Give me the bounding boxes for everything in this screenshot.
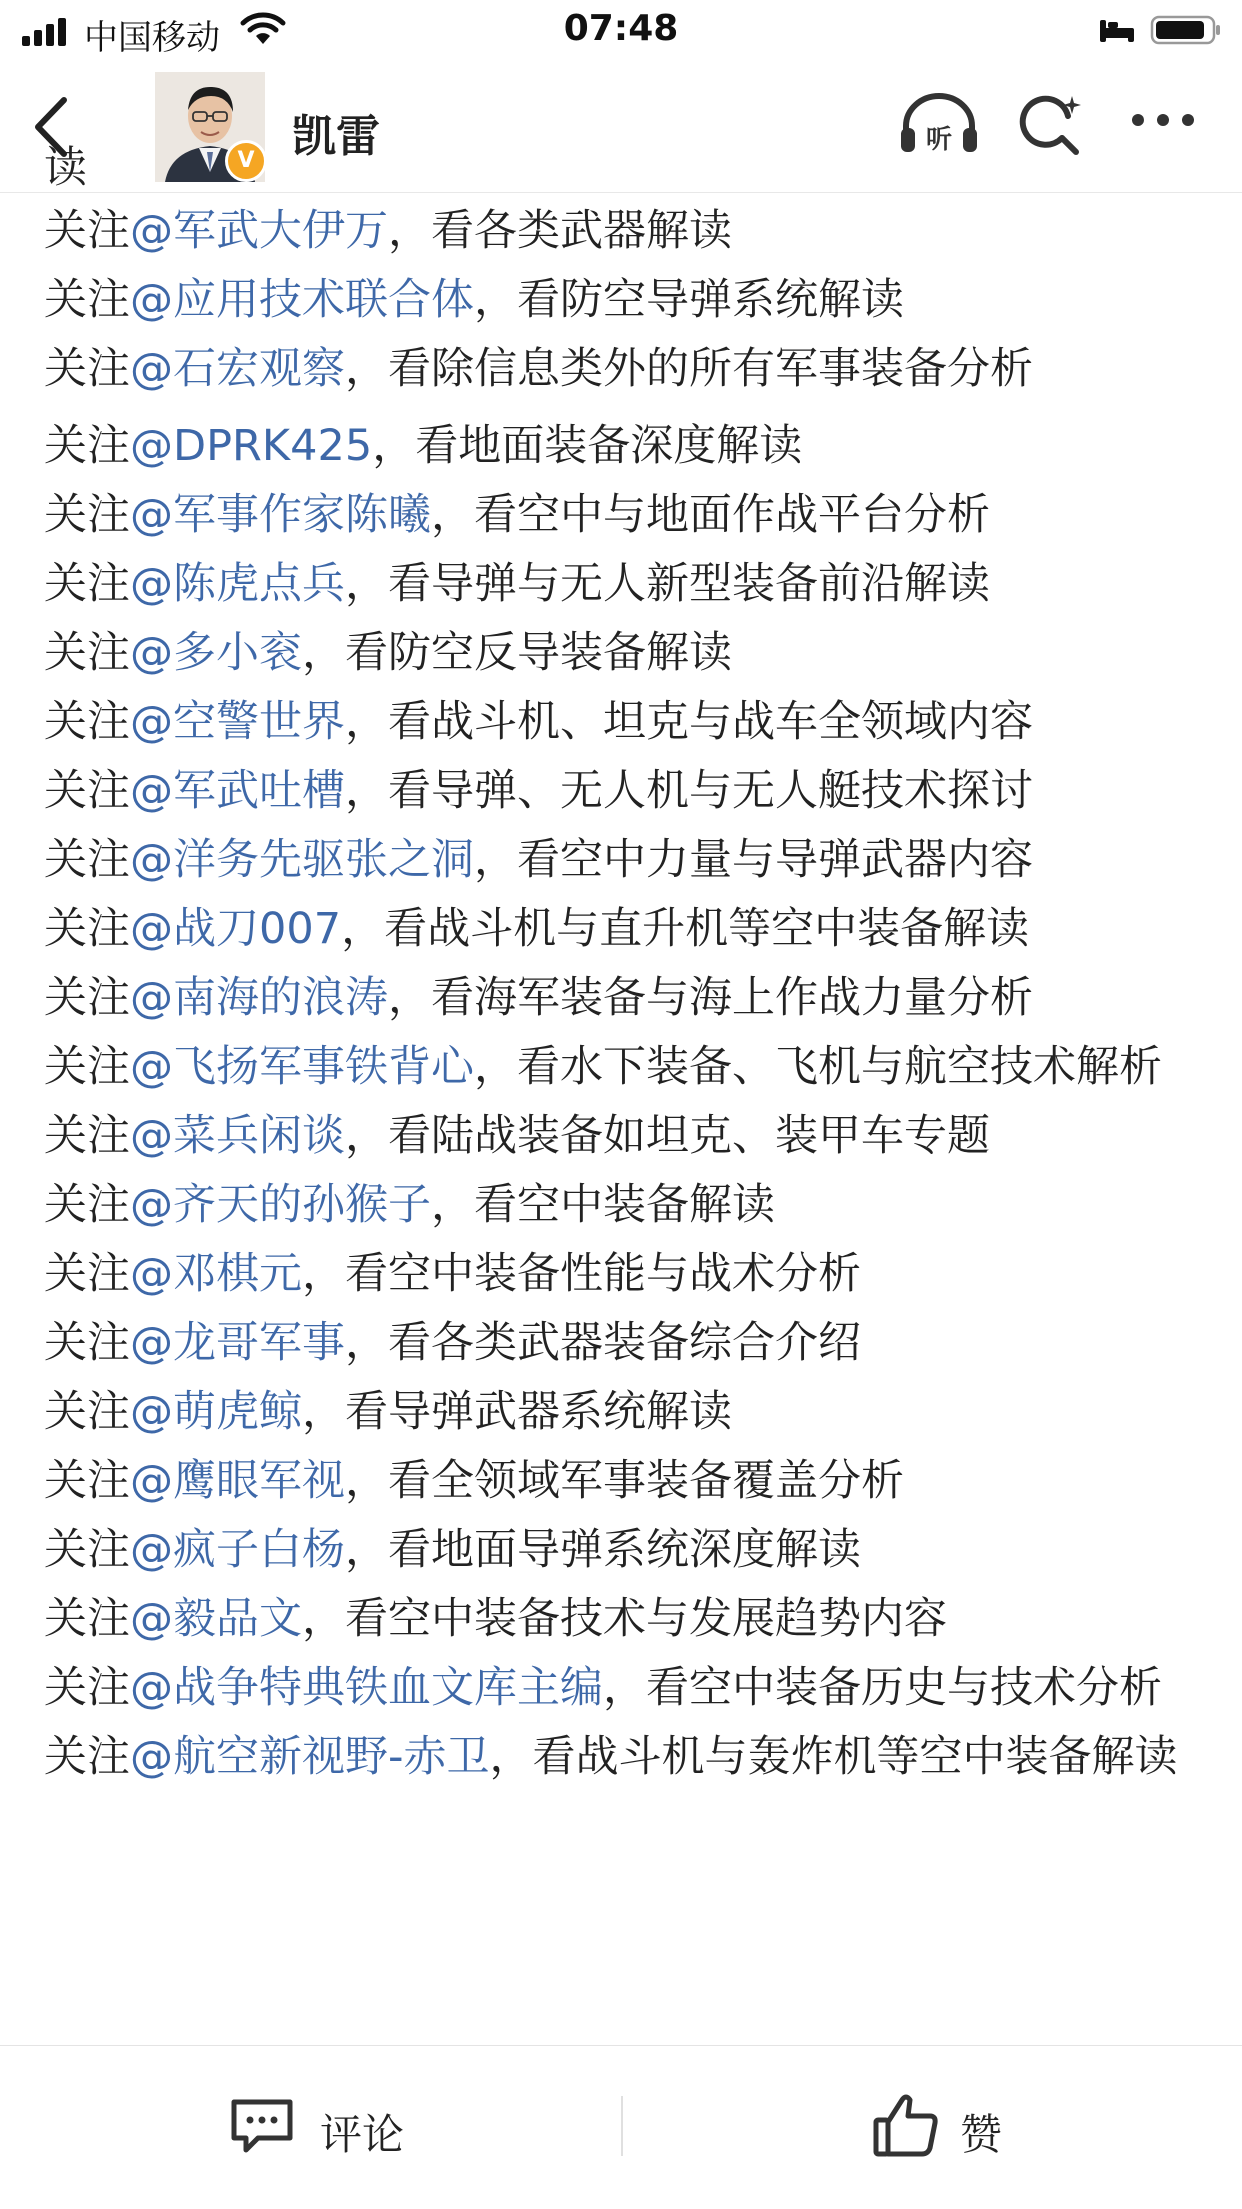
follow-prefix: 关注 (44, 1042, 130, 1092)
recommendation-list (44, 197, 1204, 1792)
user-mention-link[interactable]: @齐天的孙猴子 (130, 1180, 431, 1230)
recommendation-line (44, 1585, 1204, 1654)
follow-prefix: 关注 (44, 1594, 130, 1644)
recommendation-line (44, 1378, 1204, 1447)
recommendation-line (44, 619, 1204, 688)
action-divider (621, 2096, 623, 2156)
follow-prefix: 关注 (44, 559, 130, 609)
carrier-name: 中国移动 (84, 18, 220, 58)
recommendation-line (44, 1033, 1204, 1102)
user-name[interactable]: 凯雷 (292, 111, 380, 162)
follow-prefix: 关注 (44, 1387, 130, 1437)
user-mention-link[interactable]: @陈虎点兵 (130, 559, 345, 609)
user-mention-link[interactable]: @萌虎鲸 (130, 1387, 302, 1437)
avatar[interactable] (155, 72, 265, 182)
recommendation-description: ，看空中装备解读 (431, 1180, 775, 1230)
recommendation-description: ，看空中力量与导弹武器内容 (474, 835, 1033, 885)
user-mention-link[interactable]: @南海的浪涛 (130, 973, 388, 1023)
user-mention-link[interactable]: @洋务先驱张之洞 (130, 835, 474, 885)
recommendation-description: ，看空中装备性能与战术分析 (302, 1249, 861, 1299)
more-options-icon[interactable] (1130, 112, 1196, 128)
clipped-text: 读 (44, 143, 87, 193)
recommendation-description: ，看导弹与无人新型装备前沿解读 (345, 559, 990, 609)
user-mention-link[interactable]: @军武吐槽 (130, 766, 345, 816)
user-mention-link[interactable]: @飞扬军事铁背心 (130, 1042, 474, 1092)
user-mention-link[interactable]: @军事作家陈曦 (130, 490, 431, 540)
recommendation-line (44, 757, 1204, 826)
post-header (0, 62, 1242, 193)
recommendation-line (44, 895, 1204, 964)
recommendation-description: ，看全领域军事装备覆盖分析 (345, 1456, 904, 1506)
recommendation-line (44, 826, 1204, 895)
follow-prefix: 关注 (44, 275, 130, 325)
bottom-action-bar (0, 2045, 1242, 2209)
follow-prefix: 关注 (44, 835, 130, 885)
recommendation-line (44, 412, 1204, 481)
user-mention-link[interactable]: @DPRK425 (130, 421, 373, 471)
follow-prefix: 关注 (44, 1111, 130, 1161)
recommendation-description: ，看海军装备与海上作战力量分析 (388, 973, 1033, 1023)
follow-prefix: 关注 (44, 1249, 130, 1299)
follow-prefix: 关注 (44, 1525, 130, 1575)
user-mention-link[interactable]: @邓棋元 (130, 1249, 302, 1299)
comment-label: 评论 (320, 2110, 405, 2159)
status-bar (0, 0, 1242, 62)
svg-text:听: 听 (925, 125, 953, 155)
recommendation-description: ，看空中装备技术与发展趋势内容 (302, 1594, 947, 1644)
search-sparkle-icon[interactable] (1018, 94, 1086, 160)
recommendation-line (44, 688, 1204, 757)
recommendation-line (44, 1240, 1204, 1309)
recommendation-line (44, 1516, 1204, 1585)
user-mention-link[interactable]: @龙哥军事 (130, 1318, 345, 1368)
user-mention-link[interactable]: @鹰眼军视 (130, 1456, 345, 1506)
follow-prefix: 关注 (44, 766, 130, 816)
recommendation-description: ，看防空导弹系统解读 (474, 275, 904, 325)
follow-prefix: 关注 (44, 1663, 130, 1713)
follow-prefix: 关注 (44, 628, 130, 678)
follow-prefix: 关注 (44, 697, 130, 747)
user-mention-link[interactable]: @应用技术联合体 (130, 275, 474, 325)
recommendation-line (44, 1309, 1204, 1378)
follow-prefix: 关注 (44, 421, 130, 471)
recommendation-description: ，看各类武器解读 (388, 206, 732, 256)
follow-prefix: 关注 (44, 490, 130, 540)
recommendation-description: ，看水下装备、飞机与航空技术解析 (474, 1042, 1162, 1092)
like-label: 赞 (960, 2110, 1003, 2159)
user-mention-link[interactable]: @军武大伊万 (130, 206, 388, 256)
follow-prefix: 关注 (44, 206, 130, 256)
user-mention-link[interactable]: @菜兵闲谈 (130, 1111, 345, 1161)
user-mention-link[interactable]: @多小衮 (130, 628, 302, 678)
thumbs-up-icon (872, 2092, 940, 2158)
sleep-bed-icon (1098, 16, 1136, 44)
recommendation-description: ，看导弹、无人机与无人艇技术探讨 (345, 766, 1033, 816)
recommendation-description: ，看空中装备历史与技术分析 (603, 1663, 1162, 1713)
recommendation-line (44, 1102, 1204, 1171)
recommendation-line (44, 481, 1204, 550)
recommendation-line (44, 1447, 1204, 1516)
clipped-text-line (44, 143, 1204, 197)
recommendation-description: ，看地面导弹系统深度解读 (345, 1525, 861, 1575)
recommendation-description: ，看除信息类外的所有军事装备分析 (345, 344, 1033, 394)
follow-prefix: 关注 (44, 904, 130, 954)
follow-prefix: 关注 (44, 1318, 130, 1368)
recommendation-description: ，看战斗机与直升机等空中装备解读 (341, 904, 1030, 954)
follow-prefix: 关注 (44, 1732, 130, 1782)
post-body (44, 143, 1204, 2030)
listen-headphones-icon[interactable] (898, 94, 980, 156)
follow-prefix: 关注 (44, 1180, 130, 1230)
user-mention-link[interactable]: @石宏观察 (130, 344, 345, 394)
recommendation-line (44, 197, 1204, 266)
recommendation-description: ，看导弹武器系统解读 (302, 1387, 732, 1437)
follow-prefix: 关注 (44, 1456, 130, 1506)
user-mention-link[interactable]: @战刀007 (130, 904, 342, 954)
user-mention-link[interactable]: @空警世界 (130, 697, 345, 747)
recommendation-description: ，看空中与地面作战平台分析 (431, 490, 990, 540)
recommendation-description: ，看战斗机、坦克与战车全领域内容 (345, 697, 1033, 747)
recommendation-line (44, 1723, 1204, 1792)
recommendation-description: ，看地面装备深度解读 (372, 421, 803, 471)
battery-icon (1150, 14, 1222, 46)
user-mention-link[interactable]: @航空新视野-赤卫 (130, 1732, 490, 1782)
recommendation-line (44, 550, 1204, 619)
follow-prefix: 关注 (44, 973, 130, 1023)
recommendation-description: ，看防空反导装备解读 (302, 628, 732, 678)
recommendation-description: ，看各类武器装备综合介绍 (345, 1318, 861, 1368)
recommendation-description: ，看陆战装备如坦克、装甲车专题 (345, 1111, 990, 1161)
user-mention-link[interactable]: @毅品文 (130, 1594, 302, 1644)
user-mention-link[interactable]: @战争特典铁血文库主编 (130, 1663, 603, 1713)
user-mention-link[interactable]: @疯子白杨 (130, 1525, 345, 1575)
comment-bubble-icon (228, 2096, 296, 2156)
recommendation-line (44, 964, 1204, 1033)
recommendation-line (44, 1654, 1204, 1723)
verified-badge-icon: V (225, 140, 267, 182)
follow-prefix: 关注 (44, 344, 130, 394)
recommendation-line (44, 335, 1204, 404)
clock-time: 07:48 (563, 8, 679, 49)
recommendation-description: ，看战斗机与轰炸机等空中装备解读 (489, 1732, 1178, 1782)
recommendation-line (44, 266, 1204, 335)
recommendation-line (44, 1171, 1204, 1240)
